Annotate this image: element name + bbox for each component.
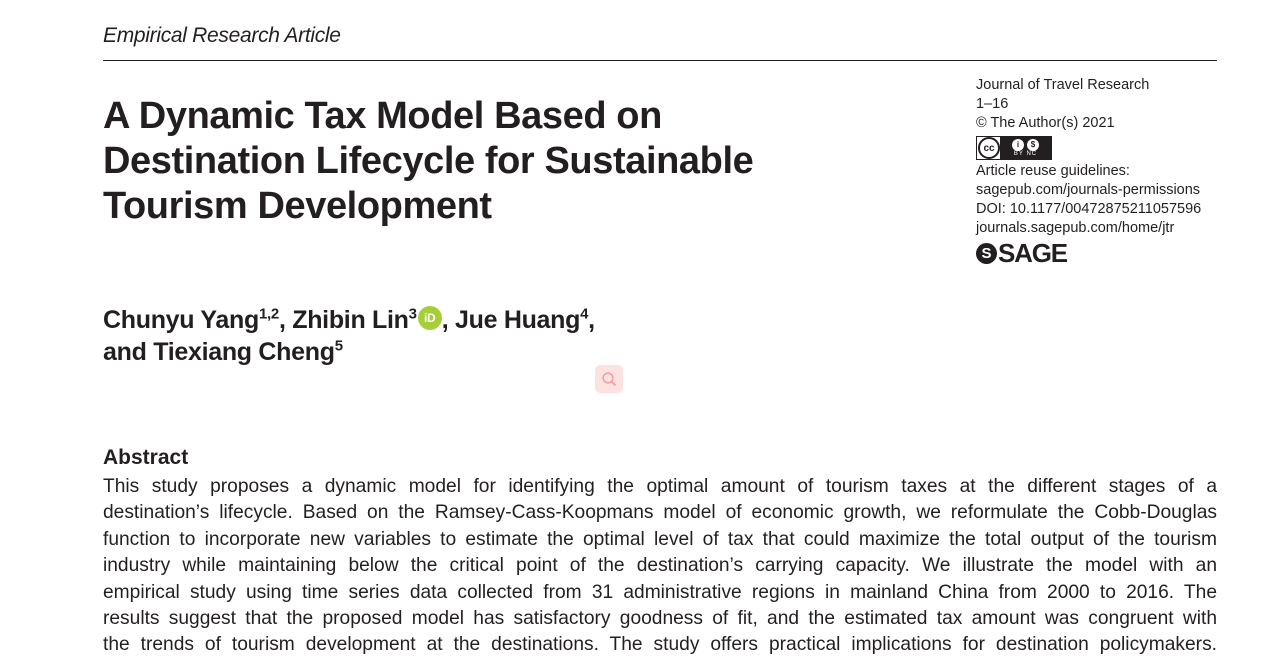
author-conjunction: and [103,338,154,366]
author-affiliation: 5 [334,337,343,355]
journal-name: Journal of Travel Research [976,77,1150,93]
author-separator: , [441,306,455,334]
abstract-line: results suggest that the proposed model has satisfactory goodness of fit, and the estimated tax amount was congruent with [103,608,1217,630]
doi[interactable]: DOI: 10.1177/00472875211057596 [976,201,1202,217]
noncommercial-icon: $ [1027,139,1039,151]
sage-wordmark: SAGE [998,238,1067,268]
license-terms [1000,137,1051,159]
copyright: © The Author(s) 2021 [976,115,1115,131]
author-affiliation: 4 [580,305,589,323]
article-title [103,94,863,229]
abstract-line: This study proposes a dynamic model for identifying the optimal amount of tourism taxes at the different stages of a [103,476,1217,497]
title-line: A Dynamic Tax Model Based on [103,95,662,137]
page-range: 1–16 [976,96,1009,112]
author-line [103,304,595,336]
search-icon [601,371,617,387]
author-separator: , [278,306,293,334]
attribution-icon: i [1012,139,1024,151]
author-affiliation: 1,2 [258,305,279,323]
abstract-line: the trends of tourism development at the destinations. The study offers practical implications for destination policymakers. [103,634,1217,656]
creative-commons-icon: cc [978,137,1000,159]
abstract-line: destination’s lifecycle. Based on the Ramsey-Cass-Koopmans model of economic growth, we reformulate the Cobb-Douglas [103,502,1217,524]
search-widget[interactable] [595,365,623,393]
author-list [103,304,595,368]
sage-logo [976,240,1216,266]
journal-meta [976,76,1216,266]
abstract-line: function to incorporate new variables to estimate the optimal level of tax that could maximize the total output of the tourism [103,528,1217,550]
author-name[interactable]: Zhibin Lin [292,306,409,334]
author-name[interactable]: Tiexiang Cheng [153,338,335,366]
reuse-link[interactable]: sagepub.com/journals-permissions [976,182,1201,198]
author-separator: , [588,306,595,334]
abstract-heading: Abstract [103,446,189,469]
cc-license-badge[interactable] [976,136,1052,160]
author-line [103,336,595,368]
journal-link[interactable]: journals.sagepub.com/home/jtr [976,220,1175,236]
abstract-body [103,474,1217,659]
orcid-icon[interactable]: iD [418,306,442,330]
title-line: Tourism Development [103,185,492,227]
header-rule [103,60,1217,61]
reuse-label: Article reuse guidelines: [976,163,1130,179]
sage-mark-icon: S [976,243,997,264]
section-label: Empirical Research Article [103,24,341,47]
title-line: Destination Lifecycle for Sustainable [103,140,754,182]
author-name[interactable]: Chunyu Yang [103,306,259,334]
author-name[interactable]: Jue Huang [455,306,581,334]
license-text: BY NC [1013,150,1038,157]
author-affiliation: 3 [408,305,417,323]
abstract-line: industry while maintaining below the critical point of the destination’s carrying capacity. We illustrate the model with an [103,555,1217,577]
abstract-line: empirical study using time series data collected from 31 administrative regions in mainland China from 2000 to 2016. The [103,581,1217,603]
